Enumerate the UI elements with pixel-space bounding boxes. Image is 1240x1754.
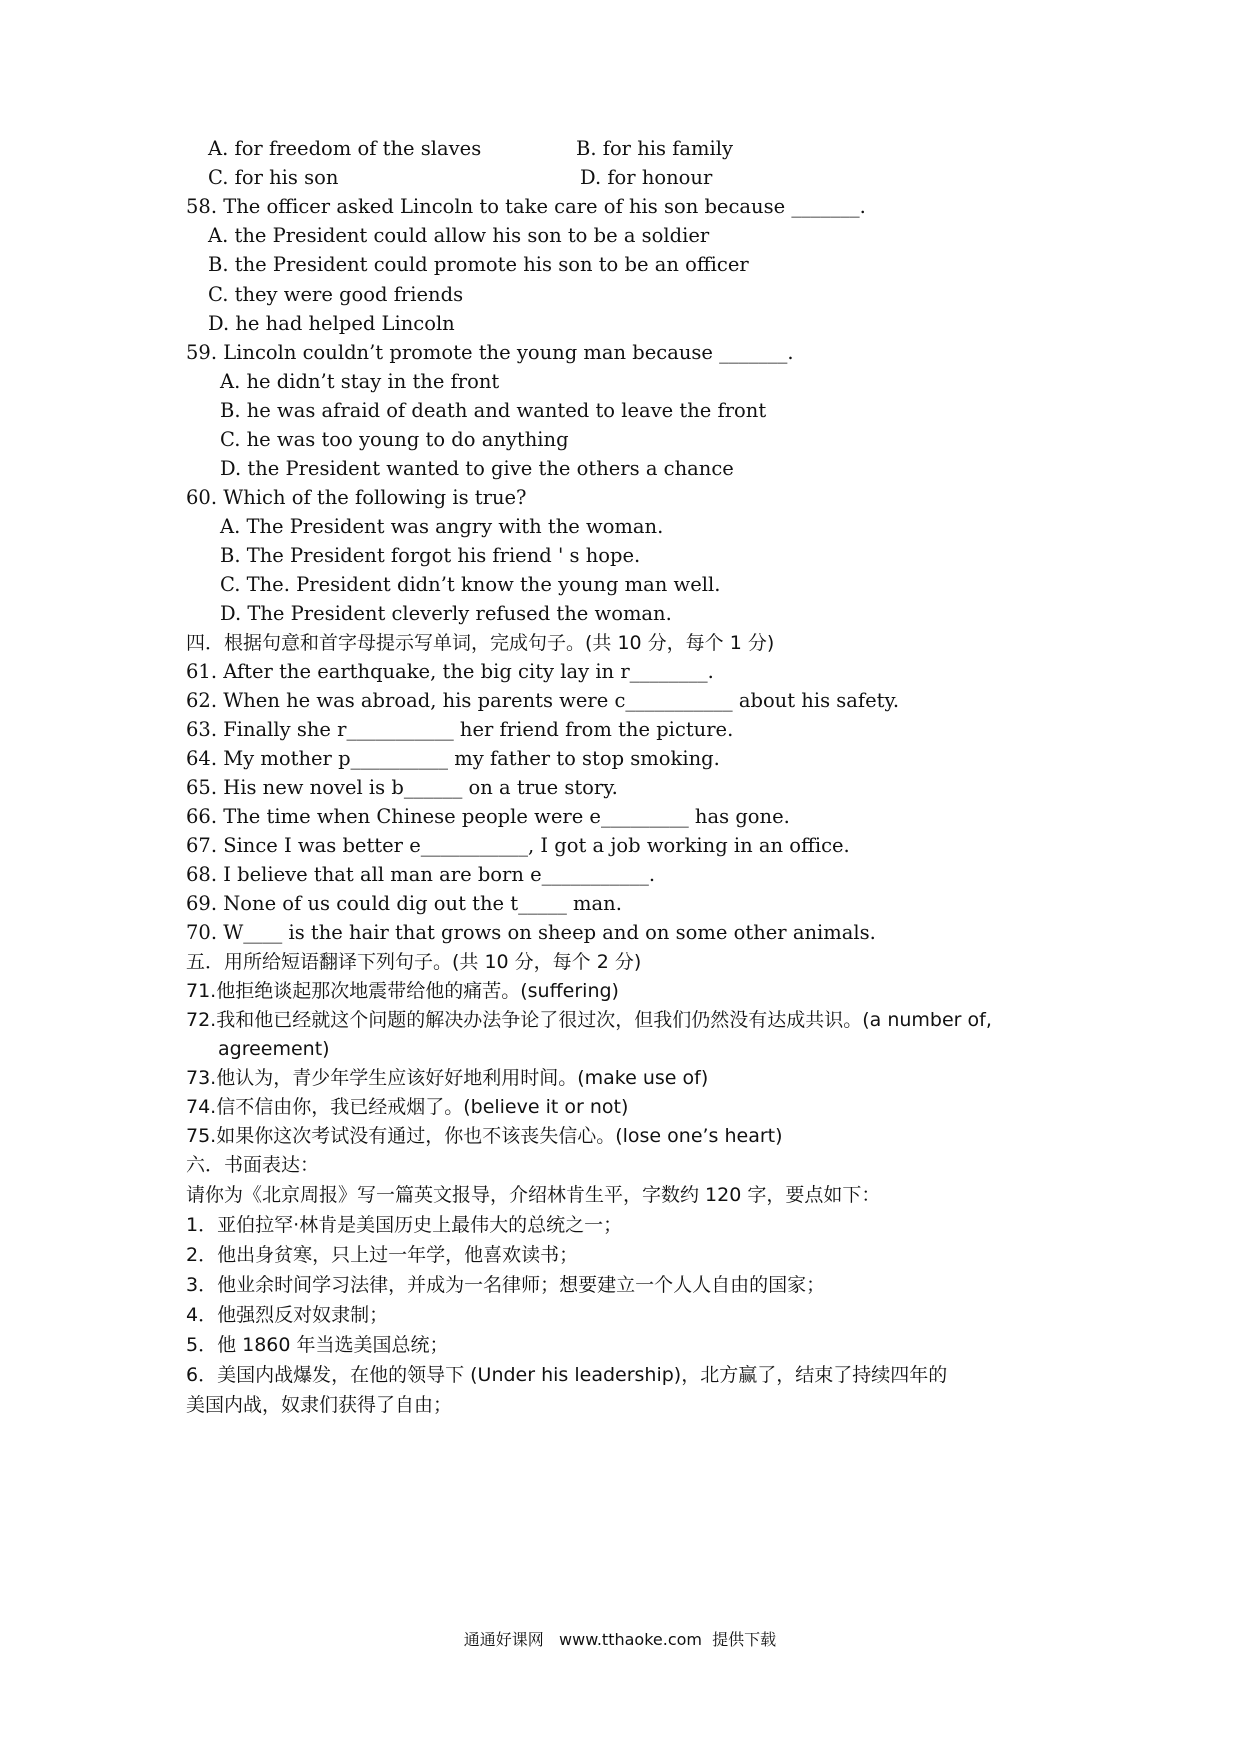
- q59-stem: 59. Lincoln couldn’t promote the young man because _______.: [186, 341, 794, 364]
- q58-option-d: D. he had helped Lincoln: [208, 312, 455, 335]
- page-footer: 通通好课网 www.tthaoke.com 提供下载: [463, 1630, 777, 1649]
- q58-stem: 58. The officer asked Lincoln to take care of his son because _______.: [186, 195, 866, 218]
- q65-sentence: 65. His new novel is b______ on a true story.: [186, 776, 618, 799]
- q59-option-d: D. the President wanted to give the others a chance: [220, 457, 734, 480]
- writing-task-intro: 请你为《北京周报》写一篇英文报导，介绍林肯生平，字数约 120 字，要点如下：: [186, 1184, 881, 1206]
- q58-option-b: B. the President could promote his son to be an officer: [208, 253, 749, 276]
- q62-sentence: 62. When he was abroad, his parents were c___________ about his safety.: [186, 689, 900, 712]
- q60-stem: 60. Which of the following is true?: [186, 486, 527, 509]
- q70-sentence: 70. W____ is the hair that grows on sheep and on some other animals.: [186, 921, 876, 944]
- q64-sentence: 64. My mother p__________ my father to stop smoking.: [186, 747, 720, 770]
- q60-option-b: B. The President forgot his friend ' s hope.: [220, 544, 641, 567]
- section5-heading: 五．用所给短语翻译下列句子。(共 10 分，每个 2 分): [186, 951, 642, 973]
- writing-point-2: 2．他出身贫寒，只上过一年学，他喜欢读书；: [186, 1244, 579, 1266]
- q59-option-a: A. he didn’t stay in the front: [220, 370, 500, 393]
- q57-option-a: A. for freedom of the slaves: [208, 137, 482, 160]
- q66-sentence: 66. The time when Chinese people were e_________ has gone.: [186, 805, 790, 828]
- q60-option-a: A. The President was angry with the woman.: [220, 515, 664, 538]
- q57-option-d: D. for honour: [580, 166, 713, 189]
- q59-option-c: C. he was too young to do anything: [220, 428, 569, 451]
- section4-heading: 四．根据句意和首字母提示写单词，完成句子。(共 10 分，每个 1 分): [186, 632, 775, 654]
- q72-translation: 72.我和他已经就这个问题的解决办法争论了很过次，但我们仍然没有达成共识。(a number of,: [186, 1009, 992, 1031]
- q60-option-c: C. The. President didn’t know the young man well.: [220, 573, 721, 596]
- section6-heading: 六．书面表达：: [186, 1154, 320, 1176]
- writing-point-1: 1．亚伯拉罕·林肯是美国历史上最伟大的总统之一；: [186, 1214, 623, 1236]
- writing-point-5: 5．他 1860 年当选美国总统；: [186, 1334, 449, 1356]
- q58-option-c: C. they were good friends: [208, 283, 464, 306]
- q57-option-b: B. for his family: [576, 137, 734, 160]
- q61-sentence: 61. After the earthquake, the big city lay in r________.: [186, 660, 714, 683]
- q67-sentence: 67. Since I was better e___________, I got a job working in an office.: [186, 834, 850, 857]
- q73-translation: 73.他认为，青少年学生应该好好地利用时间。(make use of): [186, 1067, 709, 1089]
- q69-sentence: 69. None of us could dig out the t_____ man.: [186, 892, 622, 915]
- q57-option-c: C. for his son: [208, 166, 339, 189]
- q63-sentence: 63. Finally she r___________ her friend from the picture.: [186, 718, 734, 741]
- q60-option-d: D. The President cleverly refused the woman.: [220, 602, 672, 625]
- writing-point-6-continued: 美国内战，奴隶们获得了自由；: [186, 1394, 453, 1416]
- writing-point-3: 3．他业余时间学习法律，并成为一名律师；想要建立一个人人自由的国家；: [186, 1274, 826, 1296]
- q68-sentence: 68. I believe that all man are born e___________.: [186, 863, 656, 886]
- q71-translation: 71.他拒绝谈起那次地震带给他的痛苦。(suffering): [186, 980, 619, 1002]
- q58-option-a: A. the President could allow his son to be a soldier: [208, 224, 710, 247]
- writing-point-6: 6．美国内战爆发，在他的领导下 (Under his leadership)，北方赢了，结束了持续四年的: [186, 1364, 948, 1386]
- writing-point-4: 4．他强烈反对奴隶制；: [186, 1304, 389, 1326]
- q72-translation-continued: agreement): [218, 1038, 330, 1060]
- q59-option-b: B. he was afraid of death and wanted to leave the front: [220, 399, 767, 422]
- q74-translation: 74.信不信由你，我已经戒烟了。(believe it or not): [186, 1096, 629, 1118]
- q75-translation: 75.如果你这次考试没有通过，你也不该丧失信心。(lose one’s heart): [186, 1125, 783, 1147]
